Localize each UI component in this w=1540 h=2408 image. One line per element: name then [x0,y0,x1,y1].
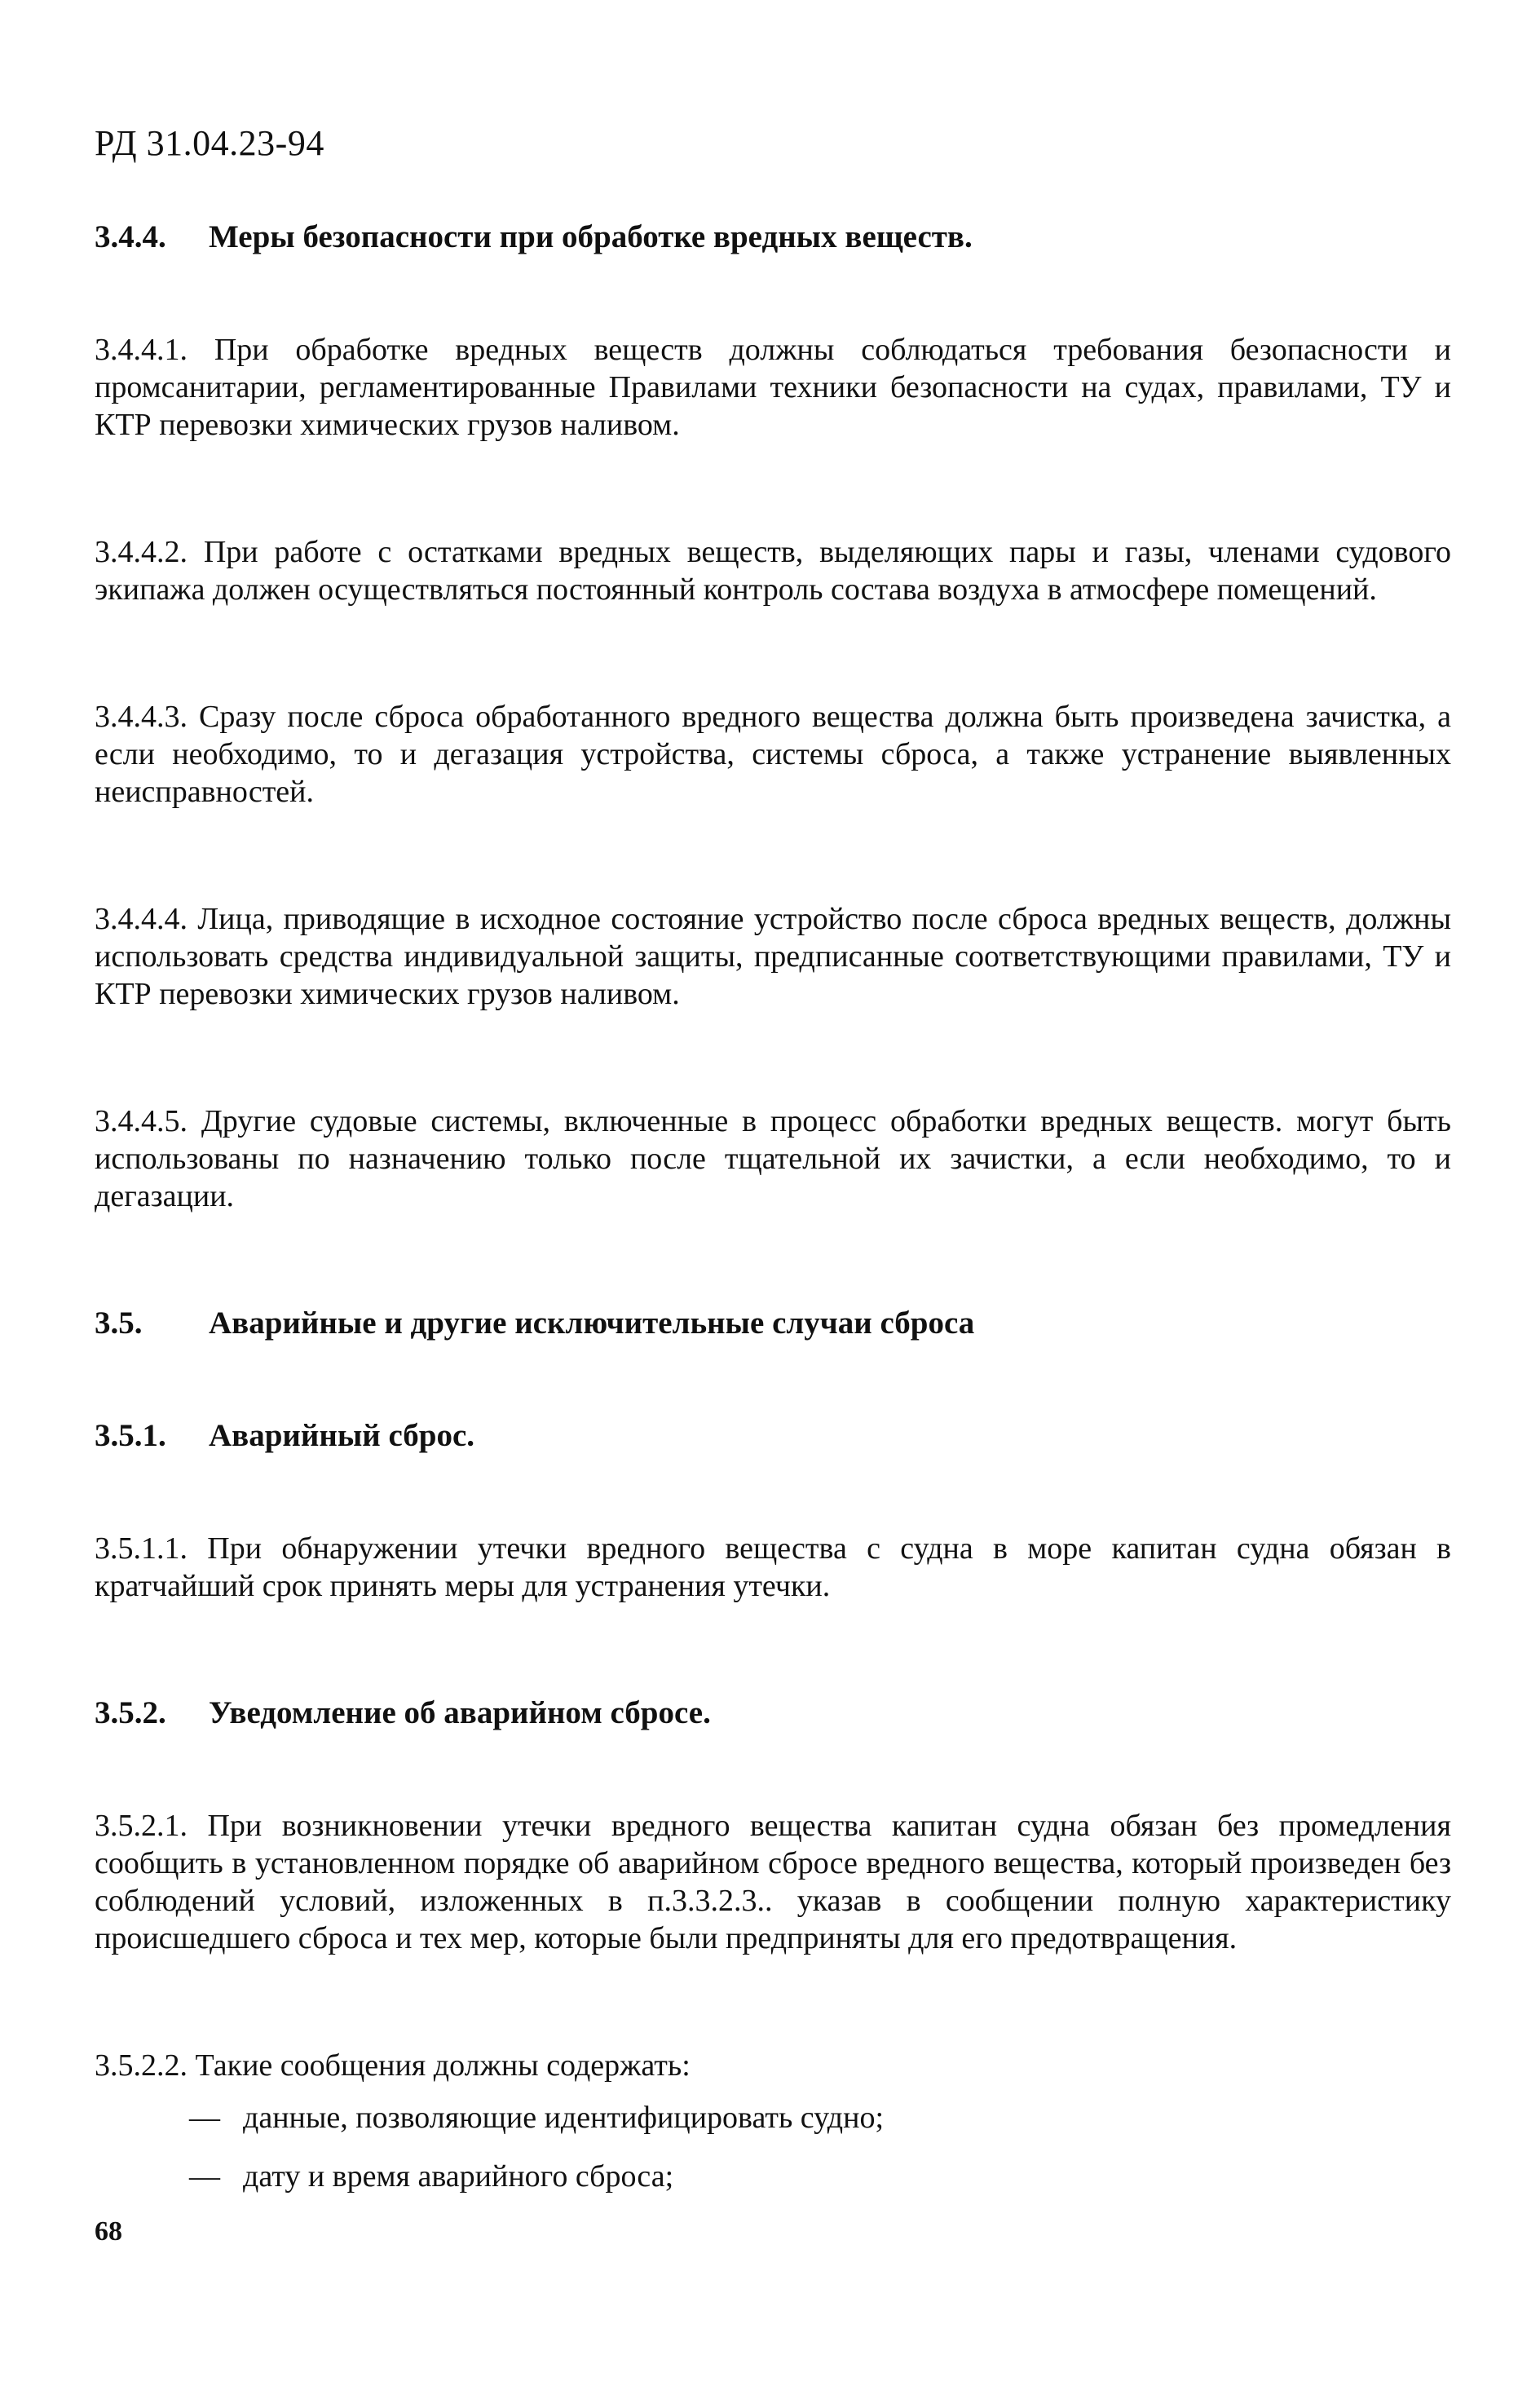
list-item [189,2099,1451,2136]
page-number: 68 [95,2216,122,2247]
dash-marker: — [189,2159,220,2194]
section-title: Уведомление об аварийном сбросе. [209,1695,711,1730]
paragraph-number: 3.4.4.4. [95,902,188,936]
paragraph-number: 3.5.1.1. [95,1531,188,1566]
paragraph-3-4-4-3 [95,698,1451,811]
section-heading-3-5-2 [95,1694,1451,1732]
paragraph-3-4-4-4 [95,900,1451,1013]
paragraph-3-5-1-1 [95,1530,1451,1605]
list-item-text: данные, позволяющие идентифицировать судно; [243,2101,884,2135]
dash-marker: — [189,2101,220,2135]
paragraph-text: Сразу после сброса обработанного вредного вещества должна быть произведена зачистка, а если необходимо, то и дегазация устройства, системы сброса, а также устранение выявленных неисправностей. [95,700,1451,809]
paragraph-number: 3.5.2.2. [95,2048,188,2083]
paragraph-3-4-4-5 [95,1102,1451,1215]
section-number: 3.5.1. [95,1418,166,1453]
paragraph-text: При обнаружении утечки вредного вещества с судна в море капитан судна обязан в кратчайший срок принять меры для устранения утечки. [95,1531,1452,1603]
document-body [95,219,1451,2216]
list-item [189,2158,1451,2195]
section-heading-3-4-4 [95,219,1451,256]
document-code: РД 31.04.23-94 [95,123,324,163]
list-item-text: дату и время аварийного сброса; [243,2159,674,2194]
paragraph-text: Такие сообщения должны содержать: [195,2048,691,2083]
paragraph-number: 3.4.4.1. [95,333,188,367]
section-title: Меры безопасности при обработке вредных веществ. [209,219,973,254]
requirements-list [95,2099,1451,2195]
paragraph-3-4-4-1 [95,331,1451,444]
section-title: Аварийные и другие исключительные случаи сброса [209,1306,975,1341]
paragraph-3-4-4-2 [95,533,1451,608]
paragraph-number: 3.4.4.2. [95,535,188,569]
section-title: Аварийный сброс. [209,1418,475,1453]
paragraph-text: Лица, приводящие в исходное состояние устройство после сброса вредных веществ, должны использовать средства индивидуальной защиты, предписанные соответствующими правилами, ТУ и КТР перевозки химических грузов наливом. [95,902,1451,1011]
paragraph-number: 3.5.2.1. [95,1809,188,1843]
section-number: 3.4.4. [95,219,166,254]
section-number: 3.5. [95,1306,143,1341]
paragraph-number: 3.4.4.5. [95,1104,188,1138]
paragraph-text: При обработке вредных веществ должны соблюдаться требования безопасности и промсанитарии, регламентированные Правилами техники безопасности на судах, правилами, ТУ и КТР перевозки химических грузов наливом. [95,333,1452,442]
paragraph-3-5-2-1 [95,1807,1451,1957]
paragraph-number: 3.4.4.3. [95,700,188,734]
paragraph-text: При работе с остатками вредных веществ, выделяющих пары и газы, членами судового экипажа должен осуществляться постоянный контроль состава воздуха в атмосфере помещений. [95,535,1452,607]
section-heading-3-5-1 [95,1417,1451,1455]
paragraph-text: При возникновении утечки вредного вещества капитан судна обязан без промедления сообщить в установленном порядке об аварийном сбросе вредного вещества, который произведен без соблюдений условий, изложенных в п.3.3.2.3.. указав в сообщении полную характеристику происшедшего сброса и тех мер, которые были предприняты для его предотвращения. [95,1809,1451,1955]
section-heading-3-5 [95,1305,1451,1342]
paragraph-text: Другие судовые системы, включенные в процесс обработки вредных веществ. могут быть использованы по назначению только после тщательной их зачистки, а если необходимо, то и дегазации. [95,1104,1451,1213]
paragraph-3-5-2-2 [95,2047,1451,2084]
section-number: 3.5.2. [95,1695,166,1730]
